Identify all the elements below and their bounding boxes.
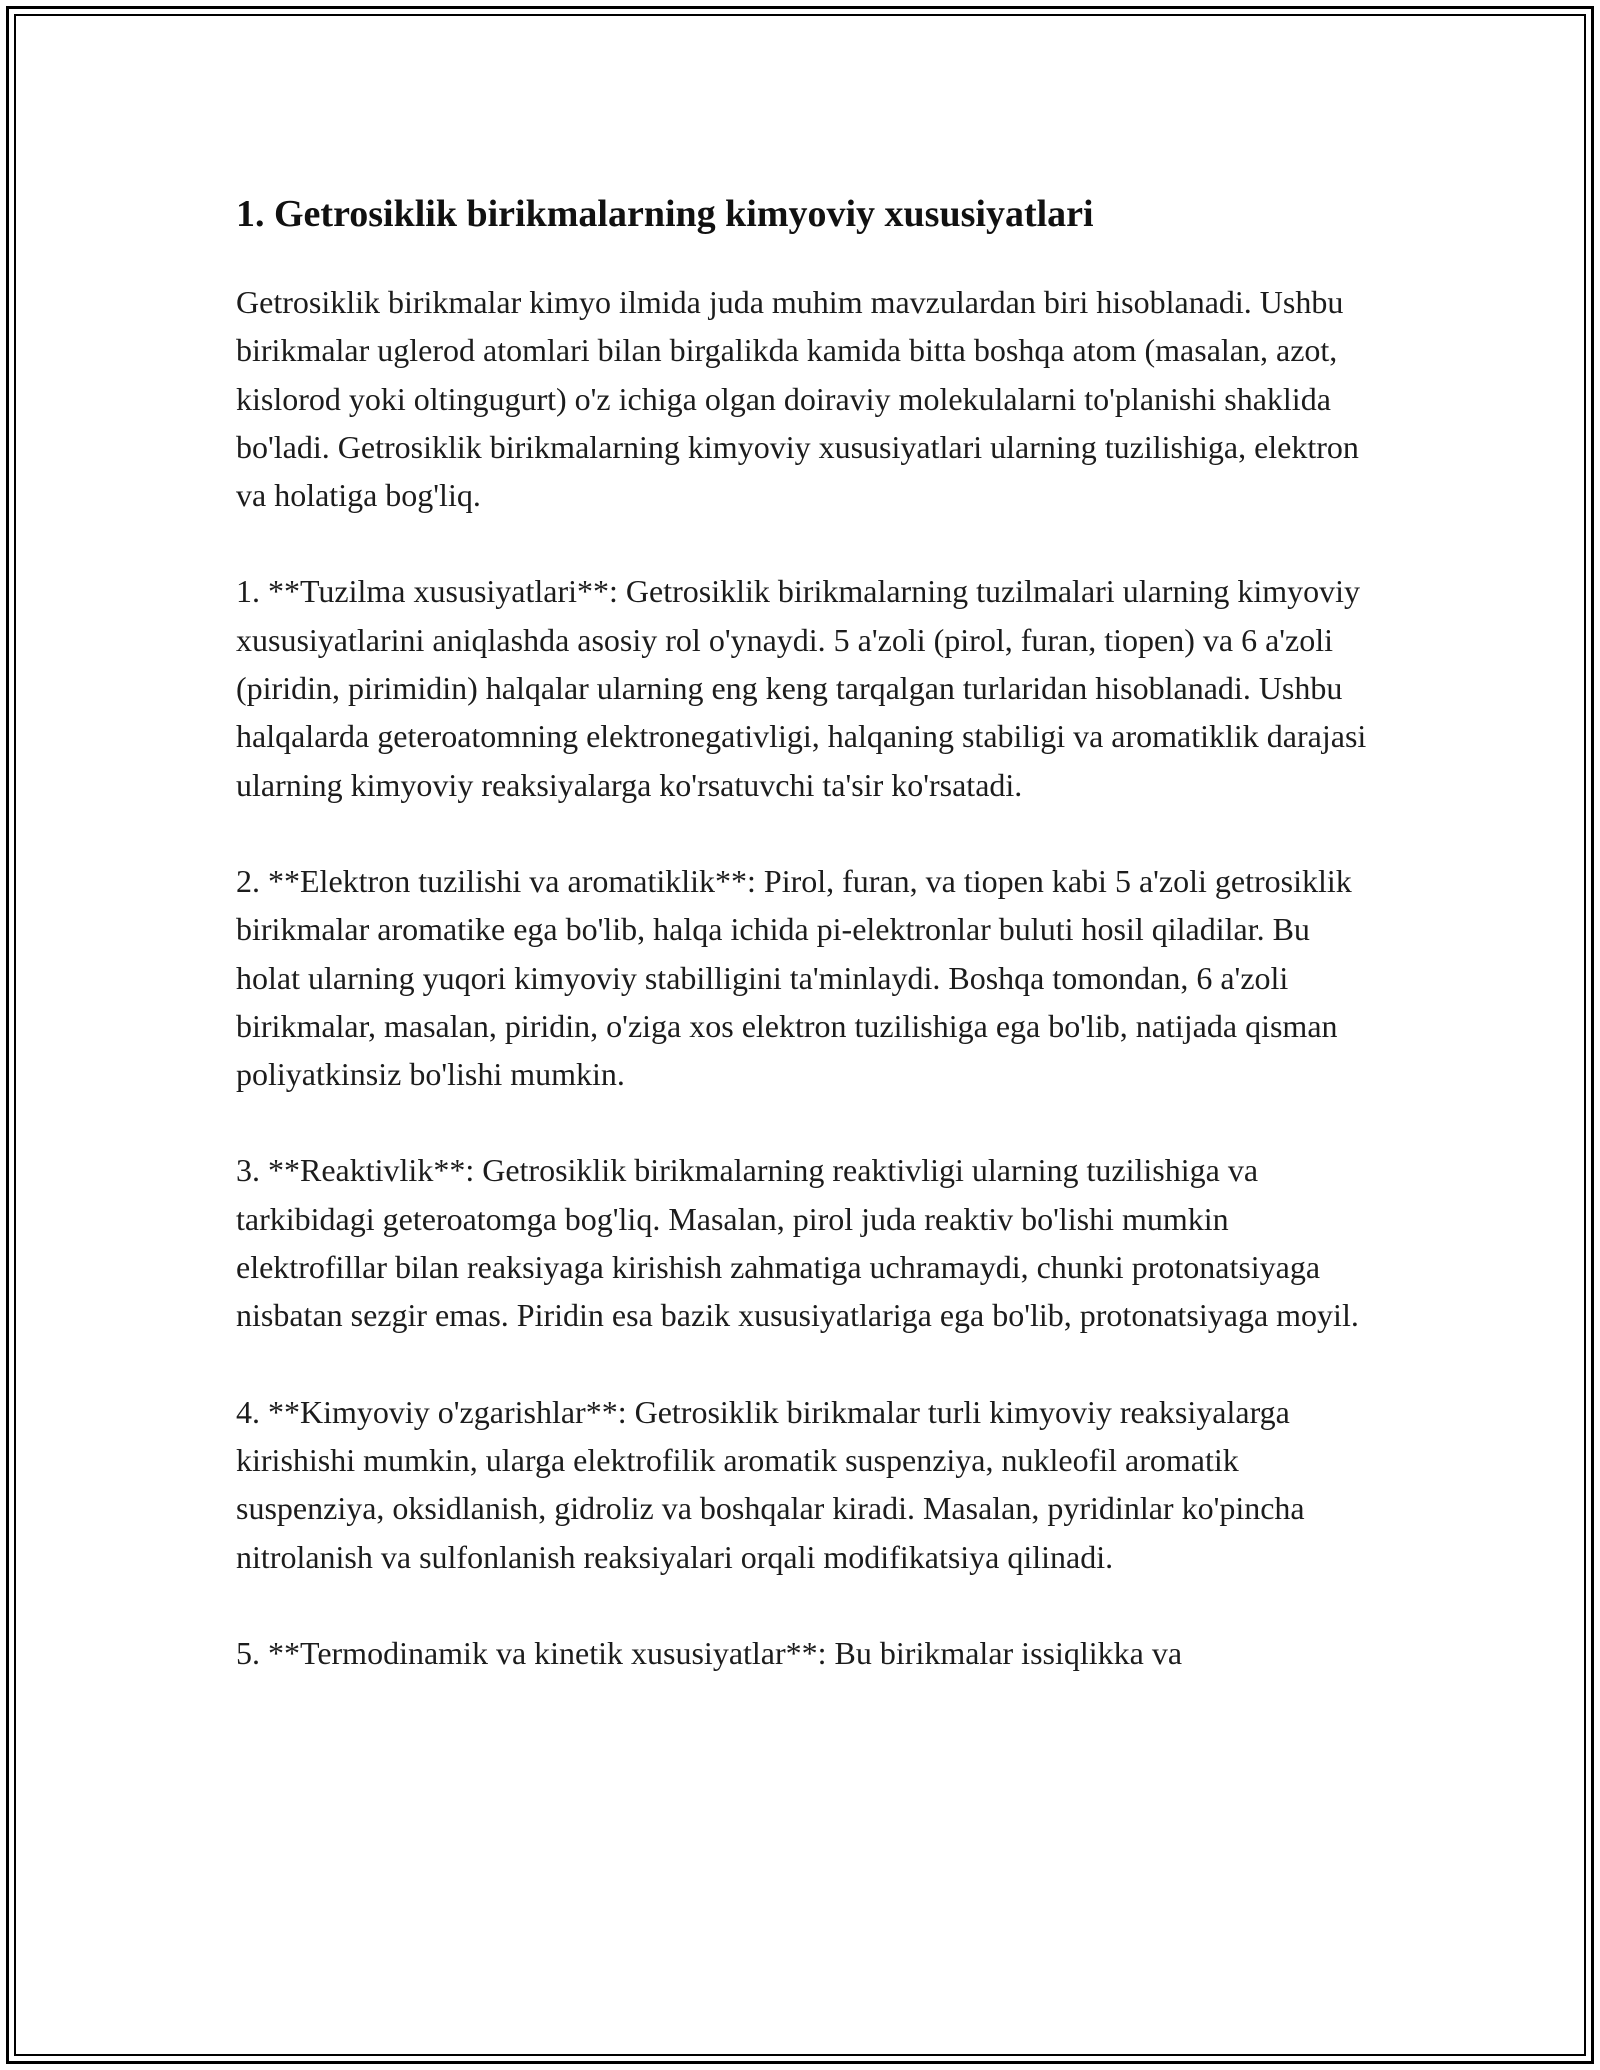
document-title: 1. Getrosiklik birikmalarning kimyoviy xususiyatlari — [236, 193, 1094, 235]
paragraph-reactivity: 3. **Reaktivlik**: Getrosiklik birikmalarning reaktivligi ularning tuzilishiga va tarkibidagi geteroatomga bog'liq. Masalan, pirol juda reaktiv bo'lishi mumkin elektrofillar bilan reaksiyaga kirishish zahmatiga uchramaydi, chunki protonatsiyaga nisbatan sezgir emas. Piridin esa bazik xususiyatlariga ega bo'lib, protonatsiyaga moyil. — [236, 1152, 1359, 1334]
paragraph-thermodynamic: 5. **Termodinamik va kinetik xususiyatlar**: Bu birikmalar issiqlikka va — [236, 1634, 1183, 1671]
paragraph-intro: Getrosiklik birikmalar kimyo ilmida juda muhim mavzulardan biri hisoblanadi. Ushbu birikmalar uglerod atomlari bilan birgalikda kamida bitta boshqa atom (masalan, azot, kislorod yoki oltingugurt) o'z ichiga olgan doiraviy molekulalarni to'planishi shaklida bo'ladi. Getrosiklik birikmalarning kimyoviy xususiyatlari ularning tuzilishiga, elektron va holatiga bog'liq. — [236, 284, 1359, 514]
paragraph-structure-properties: 1. **Tuzilma xususiyatlari**: Getrosiklik birikmalarning tuzilmalari ularning kimyoviy xususiyatlarini aniqlashda asosiy rol o'ynaydi. 5 a'zoli (pirol, furan, tiopen) va 6 a'zoli (piridin, pirimidin) halqalar ularning eng keng tarqalgan turlaridan hisoblanadi. Ushbu halqalarda geteroatomning elektronegativligi, halqaning stabiligi va aromatiklik darajasi ularning kimyoviy reaksiyalarga ko'rsatuvchi ta'sir ko'rsatadi. — [236, 573, 1367, 803]
document-body — [236, 186, 1376, 1725]
paragraph-chemical-changes: 4. **Kimyoviy o'zgarishlar**: Getrosiklik birikmalar turli kimyoviy reaksiyalarga kirishishi mumkin, ularga elektrofilik aromatik suspenziya, nukleofil aromatik suspenziya, oksidlanish, gidroliz va boshqalar kiradi. Masalan, pyridinlar ko'pincha nitrolanish va sulfonlanish reaksiyalari orqali modifikatsiya qilinadi. — [236, 1393, 1305, 1575]
paragraph-electronic-structure: 2. **Elektron tuzilishi va aromatiklik**: Pirol, furan, va tiopen kabi 5 a'zoli getrosiklik birikmalar aromatike ega bo'lib, halqa ichida pi-elektronlar buluti hosil qiladilar. Bu holat ularning yuqori kimyoviy stabilligini ta'minlaydi. Boshqa tomondan, 6 a'zoli birikmalar, masalan, piridin, o'ziga xos elektron tuzilishiga ega bo'lib, natijada qisman poliyatkinsiz bo'lishi mumkin. — [236, 862, 1352, 1093]
